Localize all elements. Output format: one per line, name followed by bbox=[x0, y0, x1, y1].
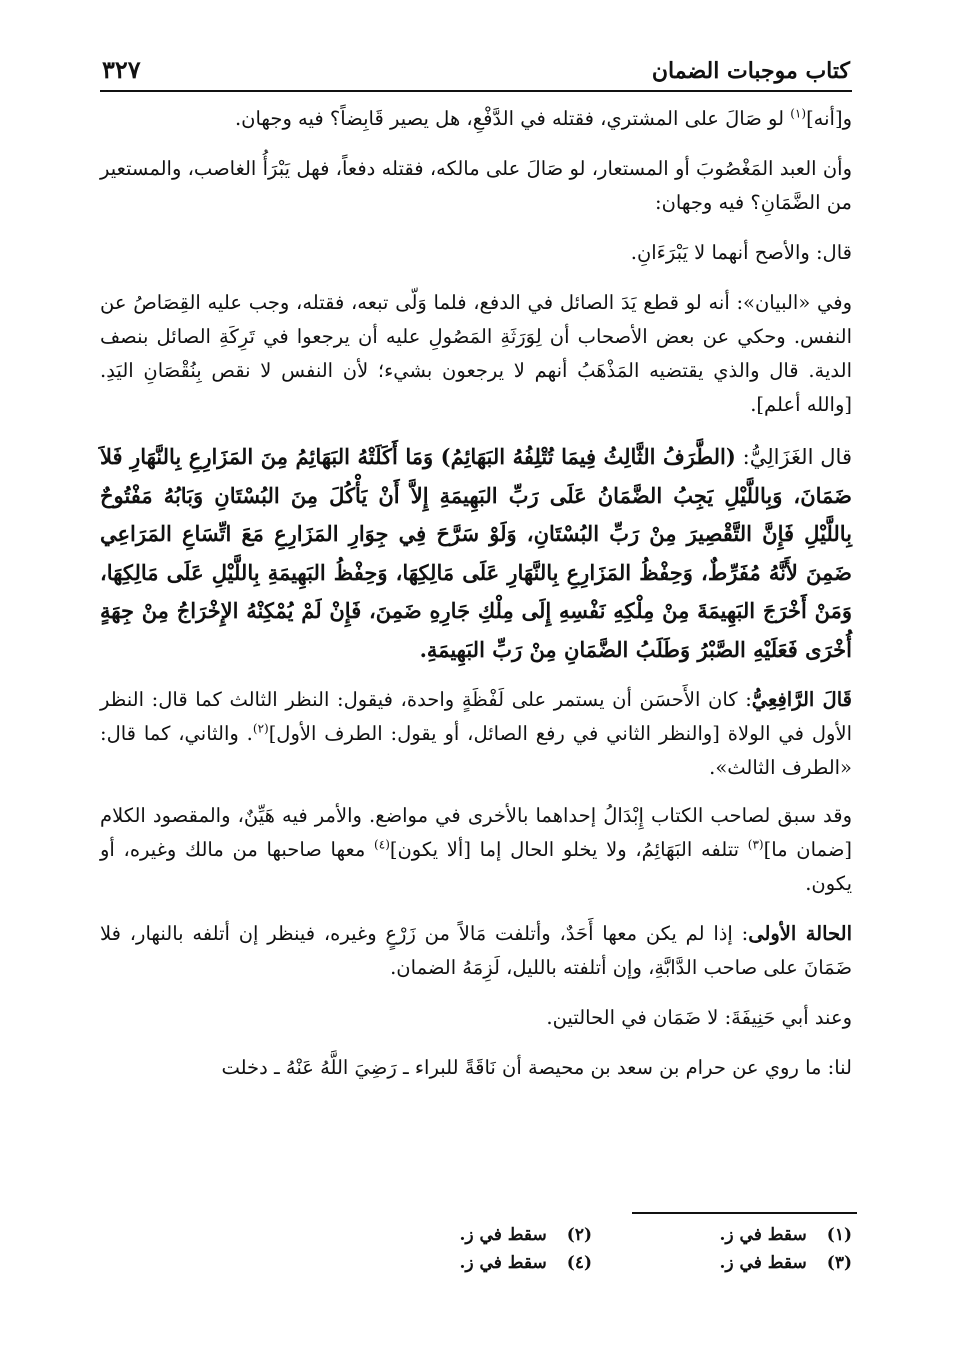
rafii-commentary bbox=[100, 683, 852, 785]
rafii-text-end: . والثاني، كما قال: «الطرف الثالث». bbox=[100, 722, 852, 779]
paragraph-2: وأن العبد المَغْصُوبَ أو المستعار، لو صَالَ على مالكه، فقتله دفعاً، فهل يَبْرَأُ الغاصب، والمستعير من الضَّمَانِ؟ فيه وجهان: bbox=[100, 157, 852, 214]
body-text bbox=[100, 102, 852, 1085]
footnote-1 bbox=[592, 1225, 852, 1245]
footnote-ref-4: (٤) bbox=[374, 837, 390, 852]
footnote-divider bbox=[632, 1212, 857, 1214]
footnote-number: (٤) bbox=[566, 1253, 592, 1273]
rafii-text-start: : كان الأَحسَن أن يستمر على لَفْظَةٍ واحدة، فيقول: النظر الثالث كما قال: النظر الأول في الولاة [والنظر الثاني في رفع الصائل، أو يقول: الطرف الأول] bbox=[100, 688, 852, 745]
footnote-ref-3: (٣) bbox=[747, 837, 764, 852]
page bbox=[100, 40, 852, 1101]
rafii-lead: قَالَ الرَّافِعِيُّ bbox=[751, 688, 852, 711]
paragraph-3: قال: والأصح أنهما لا يَبْرَءَانِ. bbox=[630, 241, 852, 264]
running-head bbox=[100, 40, 852, 92]
paragraph-7-middle: تتلفه البَهَائِمُ، ولا يخلو الحال إما [ألا يكون] bbox=[389, 838, 748, 861]
footnote-3 bbox=[592, 1253, 852, 1273]
footnote-4 bbox=[332, 1253, 592, 1273]
footnotes bbox=[332, 1225, 852, 1273]
paragraph-9: وعند أبي حَنِيفَةَ: لا ضَمَان في الحالتين. bbox=[546, 1006, 852, 1029]
paragraph-4: وفي «البيان»: أنه لو قطع يَدَ الصائل في الدفع، فلما وَلّى تبعه، فقتله، وجب عليه القِصَاصُ عن النفس. وحكي عن بعض الأصحاب أن لِوَرَثَةِ المَصُولِ عليه أن يرجعوا في تَرِكَةِ الصائل بنصف الدية. قال والذي يقتضيه المَذْهَبُ أنهم لا يرجعون بشيء؛ لأن النفس لا نقص بِنُقْصَانِ اليَدِ. [والله أعلم]. bbox=[100, 291, 852, 416]
footnote-text: سقط في ز. bbox=[459, 1225, 547, 1245]
paragraph-10: لنا: ما روي عن حرام بن سعد بن محيصة أن نَاقَةً للبراء ـ رَضِيَ اللَّهُ عَنْهُ ـ دخلت bbox=[221, 1056, 852, 1079]
first-case-heading: الحالة الأولى bbox=[748, 922, 852, 945]
footnote-number: (٣) bbox=[826, 1253, 852, 1273]
first-case-text: : إذا لم يكن معها أَحَدٌ، وأتلفت مَالاً من زَرْعٍ وغيره، فينظر إن أتلفه بالنهار، فلا ضَمَانَ على صاحب الدَّابَّةِ، وإن أتلفته بالليل، لَزِمَهُ الضمان. bbox=[100, 922, 852, 979]
footnote-2 bbox=[332, 1225, 592, 1245]
paragraph-1 bbox=[100, 102, 852, 136]
first-case-paragraph bbox=[100, 917, 852, 985]
footnote-number: (٢) bbox=[566, 1225, 592, 1245]
footnote-text: سقط في ز. bbox=[719, 1225, 807, 1245]
page-number: ٣٢٧ bbox=[102, 55, 141, 84]
ghazali-lead: قال الغَزَالِيُّ: bbox=[735, 445, 852, 469]
paragraph-7-end: معها صاحبها من مالك وغيره، أو يكون. bbox=[100, 838, 852, 895]
ghazali-quote bbox=[100, 438, 852, 669]
paragraph-7 bbox=[100, 799, 852, 901]
footnote-ref-1: (١) bbox=[790, 106, 807, 121]
paragraph-1-rest: لو صَالَ على المشتري، فقتله في الدَّفْعِ، هل يصير قَابِضاً؟ فيه وجهان. bbox=[234, 107, 791, 130]
footnote-ref-2: (٢) bbox=[252, 721, 269, 736]
paragraph-7-start: وقد سبق لصاحب الكتاب إِبْدَالُ إحداهما بالأخرى في مواضع. والأمر فيه هَيِّنٌ، والمقصود الكلام [ضمان ما] bbox=[100, 804, 852, 861]
footnote-text: سقط في ز. bbox=[459, 1253, 547, 1273]
paragraph-1-start: و[أنه] bbox=[806, 107, 852, 130]
running-title: كتاب موجبات الضمان bbox=[651, 58, 850, 84]
footnote-text: سقط في ز. bbox=[719, 1253, 807, 1273]
ghazali-text: (الطَّرَفُ الثَّالِثُ فِيمَا تُتْلِفُهُ البَهَائِمُ) وَمَا أَكَلَتْهُ البَهَائِمُ مِنَ المَزَارِعِ بِالنَّهَارِ فَلاَ ضَمَانَ، وَبِاللَّيْلِ يَجِبُ الضَّمَانُ عَلَى رَبِّ البَهِيمَةِ إِلاَّ أَنْ يَأْكُلَ مِنَ البُسْتَانِ وَبَابُهُ مَفْتُوحٌ بِاللَّيْلِ فَإِنَّ التَّقْصِيرَ مِنْ رَبِّ البُسْتَانِ، وَلَوْ سَرَّحَ فِي جِوَارِ المَزَارِعِ مَعَ اتِّسَاعِ المَرَاعِي ضَمِنَ لأَنَّهُ مُفَرِّطٌ، وَحِفْظُ المَزَارِعِ بِالنَّهَارِ عَلَى مَالِكِهَا، وَحِفْظُ البَهِيمَةِ بِاللَّيْلِ عَلَى مَالِكِهَا، وَمَنْ أَخْرَجَ البَهِيمَةَ مِنْ مِلْكِهِ نَفْسِهِ إِلَى مِلْكِ جَارِهِ ضَمِنَ، فَإِنْ لَمْ يُمْكِنْهُ الإِخْرَاجُ مِنْ جِهَةٍ أُخْرَى فَعَلَيْهِ الصَّبْرُ وَطَلَبُ الضَّمَانِ مِنْ رَبِّ البَهِيمَةِ. bbox=[100, 444, 852, 662]
footnote-number: (١) bbox=[826, 1225, 852, 1245]
